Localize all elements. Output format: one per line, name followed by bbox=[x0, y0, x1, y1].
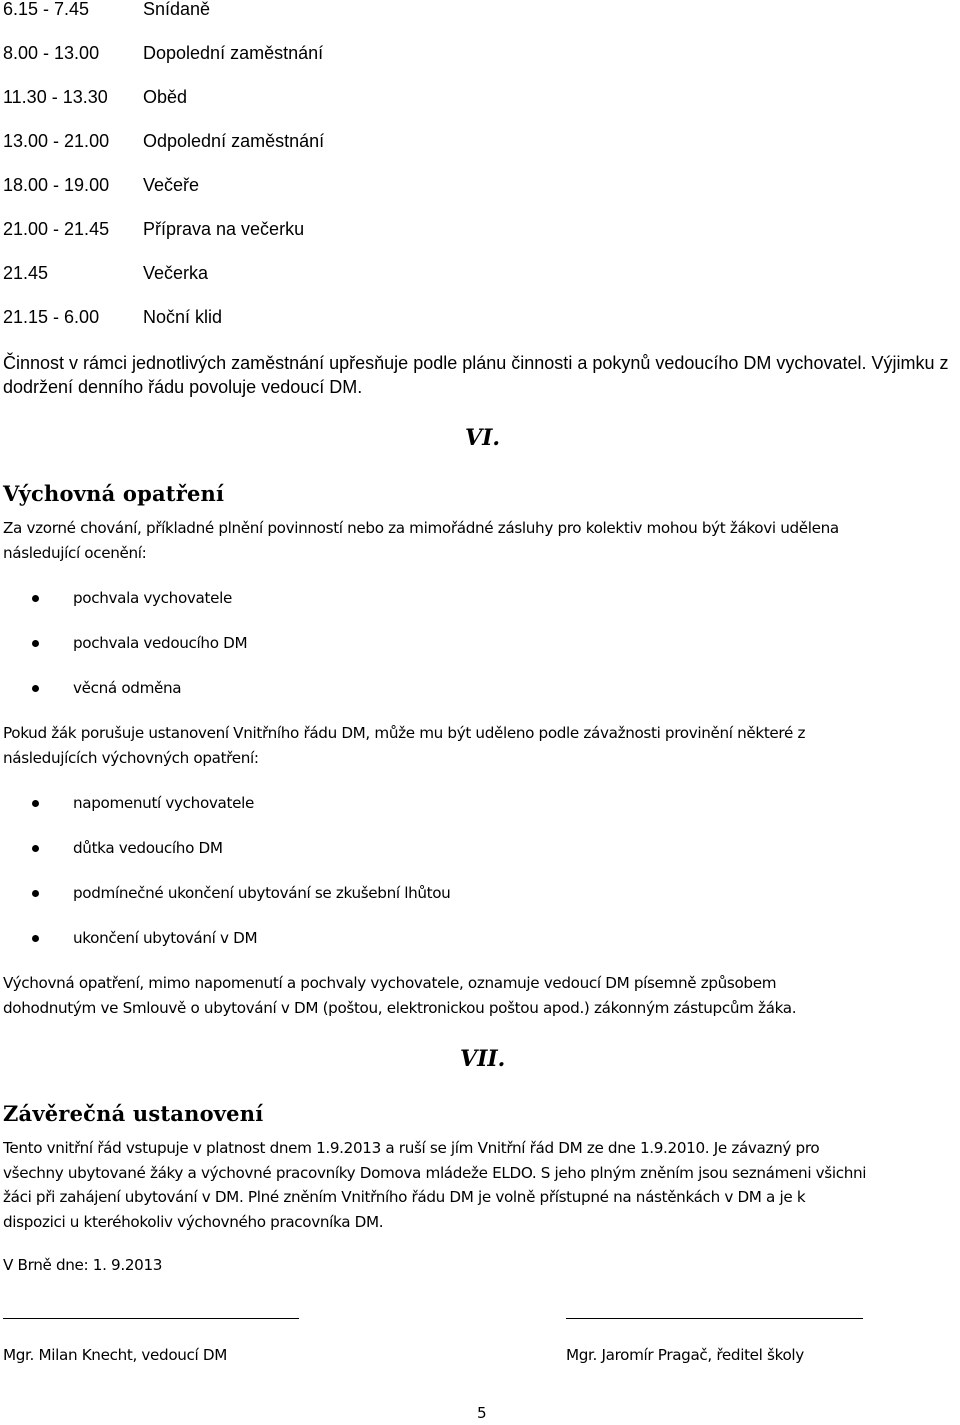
schedule-row bbox=[3, 86, 903, 108]
list-item-text: napomenutí vychovatele bbox=[73, 794, 254, 812]
notice-paragraph bbox=[3, 971, 953, 1020]
list-item-text: pochvala vychovatele bbox=[73, 589, 232, 607]
list-item bbox=[32, 586, 732, 610]
bullet-icon bbox=[32, 890, 39, 897]
paragraph-line: Pokud žák porušuje ustanovení Vnitřního řádu DM, může mu být uděleno podle závažnosti provinění některé z bbox=[3, 724, 806, 742]
signature-right: Mgr. Jaromír Pragač, ředitel školy bbox=[566, 1346, 804, 1364]
paragraph-line: dodržení denního řádu povoluje vedoucí DM. bbox=[3, 377, 363, 397]
list-item-text: pochvala vedoucího DM bbox=[73, 634, 248, 652]
schedule-activity: Dopolední zaměstnání bbox=[143, 43, 324, 63]
schedule-activity: Večeře bbox=[143, 175, 200, 195]
list-item bbox=[32, 926, 732, 950]
final-provisions-paragraph bbox=[3, 1136, 953, 1234]
schedule-row bbox=[3, 42, 903, 64]
signature-line-left bbox=[3, 1318, 299, 1319]
rewards-intro bbox=[3, 516, 953, 565]
place-date: V Brně dne: 1. 9.2013 bbox=[3, 1256, 163, 1274]
bullet-icon bbox=[32, 685, 39, 692]
schedule-row bbox=[3, 130, 903, 152]
schedule-row bbox=[3, 262, 903, 284]
list-item bbox=[32, 791, 732, 815]
section-title: Výchovná opatření bbox=[3, 481, 225, 506]
paragraph-line: následujících výchovných opatření: bbox=[3, 748, 259, 767]
bullet-icon bbox=[32, 640, 39, 647]
schedule-time: 11.30 - 13.30 bbox=[3, 87, 108, 107]
penalties-intro bbox=[3, 721, 953, 770]
schedule-activity: Noční klid bbox=[143, 307, 223, 327]
bullet-icon bbox=[32, 595, 39, 602]
schedule-row bbox=[3, 0, 903, 20]
schedule-time: 8.00 - 13.00 bbox=[3, 43, 100, 63]
bullet-icon bbox=[32, 845, 39, 852]
schedule-row bbox=[3, 306, 903, 328]
list-item bbox=[32, 676, 732, 700]
intro-paragraph bbox=[3, 351, 953, 399]
paragraph-line: Tento vnitřní řád vstupuje v platnost dnem 1.9.2013 a ruší se jím Vnitřní řád DM ze dne 1.9.2010. Je závazný pro bbox=[3, 1139, 820, 1157]
bullet-icon bbox=[32, 800, 39, 807]
schedule-time: 13.00 - 21.00 bbox=[3, 131, 110, 151]
list-item bbox=[32, 836, 732, 860]
schedule-activity: Příprava na večerku bbox=[143, 219, 305, 239]
paragraph-line: Za vzorné chování, příkladné plnění povinností nebo za mimořádné zásluhy pro kolektiv mohou být žákovi udělena bbox=[3, 519, 839, 537]
signature-line-right bbox=[566, 1318, 863, 1319]
list-item-text: podmínečné ukončení ubytování se zkušební lhůtou bbox=[73, 884, 451, 902]
schedule-time: 21.00 - 21.45 bbox=[3, 219, 110, 239]
paragraph-line: Výchovná opatření, mimo napomenutí a pochvaly vychovatele, oznamuje vedoucí DM písemně způsobem bbox=[3, 974, 777, 992]
schedule-activity: Snídaně bbox=[143, 0, 211, 19]
signature-left: Mgr. Milan Knecht, vedoucí DM bbox=[3, 1346, 228, 1364]
section-numeral: VI. bbox=[465, 425, 501, 451]
schedule-activity: Oběd bbox=[143, 87, 188, 107]
list-item bbox=[32, 631, 732, 655]
list-item bbox=[32, 881, 732, 905]
list-item-text: věcná odměna bbox=[73, 679, 182, 697]
section-title: Závěrečná ustanovení bbox=[3, 1101, 264, 1126]
schedule-activity: Odpolední zaměstnání bbox=[143, 131, 325, 151]
paragraph-line: všechny ubytované žáky a výchovné pracovníky Domova mládeže ELDO. S jeho plným zněním jsou seznámeni všichni bbox=[3, 1163, 867, 1182]
schedule-time: 21.15 - 6.00 bbox=[3, 307, 100, 327]
list-item-text: důtka vedoucího DM bbox=[73, 839, 223, 857]
schedule-time: 6.15 - 7.45 bbox=[3, 0, 90, 19]
page-number: 5 bbox=[477, 1404, 487, 1422]
paragraph-line: žáci při zahájení ubytování v DM. Plné zněním Vnitřního řádu DM je volně přístupné na nástěnkách v DM a je k bbox=[3, 1188, 806, 1206]
schedule-row bbox=[3, 218, 903, 240]
paragraph-line: Činnost v rámci jednotlivých zaměstnání upřesňuje podle plánu činnosti a pokynů vedoucího DM vychovatel. Výjimku z bbox=[3, 353, 949, 373]
list-item-text: ukončení ubytování v DM bbox=[73, 929, 258, 947]
schedule-row bbox=[3, 174, 903, 196]
paragraph-line: dohodnutým ve Smlouvě o ubytování v DM (poštou, elektronickou poštou apod.) zákonným zástupcům žáka. bbox=[3, 998, 797, 1017]
schedule-activity: Večerka bbox=[143, 263, 209, 283]
schedule-time: 18.00 - 19.00 bbox=[3, 175, 110, 195]
bullet-icon bbox=[32, 935, 39, 942]
section-numeral: VII. bbox=[460, 1046, 506, 1072]
paragraph-line: následující ocenění: bbox=[3, 543, 147, 562]
schedule-time: 21.45 bbox=[3, 263, 49, 283]
paragraph-line: dispozici u kteréhokoliv výchovného pracovníka DM. bbox=[3, 1212, 384, 1231]
